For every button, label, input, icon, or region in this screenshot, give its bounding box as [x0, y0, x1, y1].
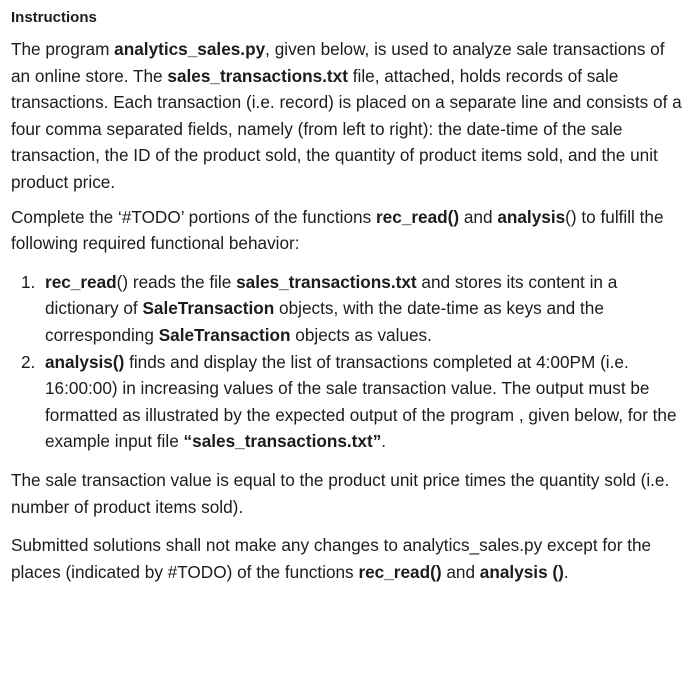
value-note-paragraph: The sale transaction value is equal to the product unit price times the quantity sold (i.e. number of product items sold). — [11, 469, 670, 517]
intro-paragraph — [11, 36, 686, 196]
list-item-number: 2. — [21, 351, 36, 372]
item-filename: sales_transactions.txt — [236, 271, 417, 292]
task-text-3: () to fulfill the following required functional behavior: — [11, 206, 664, 254]
analysis-function: analysis — [497, 206, 566, 227]
item-function-name: analysis() — [45, 351, 125, 372]
task-text-2: and — [459, 206, 498, 227]
analysis-function: analysis () — [479, 561, 564, 582]
submission-paragraph: Submitted solutions shall not make any changes to analytics_sales.py except for the places (indicated by #TODO) of the functions rec_read() and analysis (). — [11, 535, 652, 582]
intro-text-3: file, attached, holds records of sale transactions. Each transaction (i.e. record) is placed on a separate line and consists of a four comma separated fields, namely (from left to right): the date-time of the sale transaction, the ID of the product sold, the quantity of product items sold, and the unit product price. — [11, 65, 682, 192]
task-paragraph — [11, 204, 686, 257]
program-filename: analytics_sales.py — [114, 39, 266, 59]
list-item: 2. analysis() finds and display the list of transactions completed at 4:00PM (i.e. 16:00:00) in increasing values of the sale transaction value. The output must be formatted as illustrated by the expected output of the program , given below, for the example input file “sales_transactions.txt”. — [11, 349, 686, 455]
item-function-name: rec_read — [45, 271, 117, 292]
input-filename: sales_transactions.txt — [167, 65, 348, 86]
intro-text-2: , given below, is used to analyze sale transactions of an online store. The — [11, 39, 665, 86]
task-text-1: Complete the ‘#TODO’ portions of the functions — [11, 206, 376, 227]
list-item: 1. rec_read() reads the file sales_transactions.txt and stores its content in a dictionary of SaleTransaction objects, with the date-time as keys and the corresponding SaleTransaction objects as values. — [11, 269, 686, 349]
page-title: Instructions — [11, 9, 97, 26]
requirements-list — [11, 269, 686, 455]
list-item-number: 1. — [21, 271, 36, 292]
intro-text-1: The program — [11, 39, 115, 59]
item-filename: “sales_transactions.txt” — [183, 431, 382, 452]
item-class-name: SaleTransaction — [142, 298, 275, 319]
rec-read-function: rec_read() — [375, 206, 460, 227]
rec-read-function: rec_read() — [358, 561, 442, 582]
item-class-name: SaleTransaction — [158, 324, 291, 345]
